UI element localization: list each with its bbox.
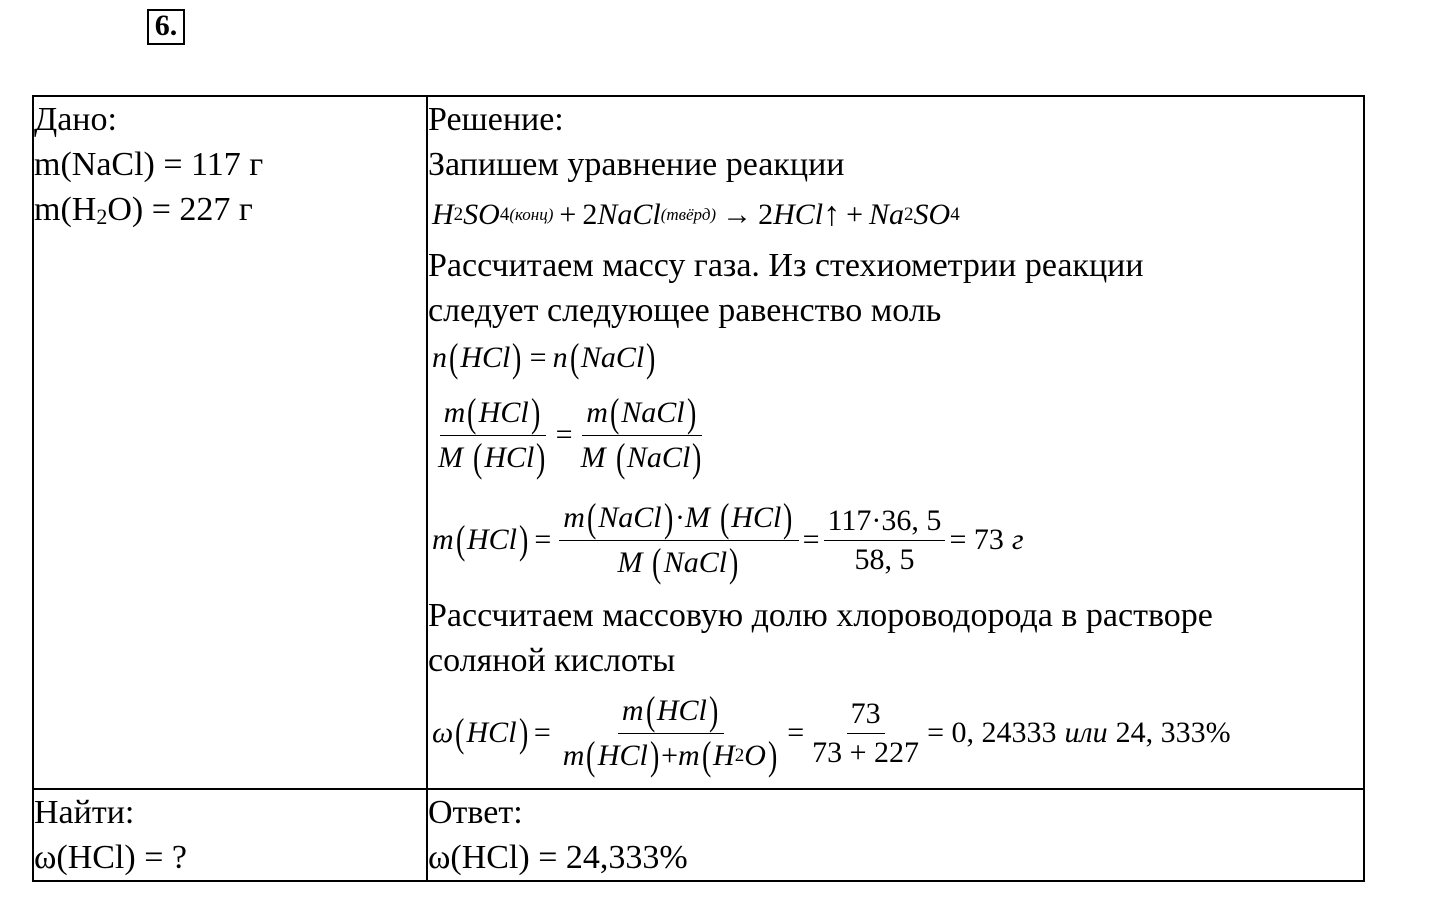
answer-header: Ответ:	[428, 794, 523, 831]
given-line-water: m(H2O) = 227 г	[34, 191, 253, 229]
mass-ratio-equation: m ( HCl ) M ( HCl ) = m ( NaCl ) M ( NaCl )	[438, 389, 702, 480]
solution-step1: Запишем уравнение реакции	[428, 146, 845, 183]
mass-fraction-equation: ω ( HCl ) = m ( HCl ) m ( HCl ) + m ( H 2 O ) = $\frac{73}{73 + 227}$ = 0, 24333 или 24, 333%	[432, 687, 1231, 778]
find-header: Найти:	[34, 794, 135, 831]
answer-cell	[427, 789, 1364, 881]
solution-step3-line2: соляной кислоты	[428, 642, 676, 679]
problem-number: 6.	[147, 9, 185, 45]
find-line: ω(HCl) = ?	[34, 839, 187, 876]
given-line-nacl: m(NaCl) = 117 г	[34, 146, 264, 183]
solution-header: Решение:	[428, 101, 564, 138]
task-table	[32, 95, 1365, 882]
answer-line: ω(HCl) = 24,333%	[428, 839, 688, 876]
solution-step3-line1: Рассчитаем массовую долю хлороводорода в растворе	[428, 597, 1213, 634]
mole-equality: n ( HCl ) = n ( NaCl )	[432, 335, 656, 380]
reaction-equation: H 2 SO 4 (конц) + 2 NaCl (твёрд) → 2 HCl ↑ + Na 2 SO 4	[432, 196, 960, 233]
mass-hcl-equation: m ( HCl ) = m ( NaCl ) · M ( HCl ) M ( NaCl ) = $\frac{117\cdot 36, 5}{58, 5}$ = 73 г	[432, 494, 1024, 585]
given-cell	[33, 96, 427, 789]
find-cell	[33, 789, 427, 881]
given-header: Дано:	[34, 101, 117, 138]
solution-step2-line2: следует следующее равенство моль	[428, 292, 942, 329]
solution-cell	[427, 96, 1364, 789]
solution-step2-line1: Рассчитаем массу газа. Из стехиометрии реакции	[428, 247, 1144, 284]
